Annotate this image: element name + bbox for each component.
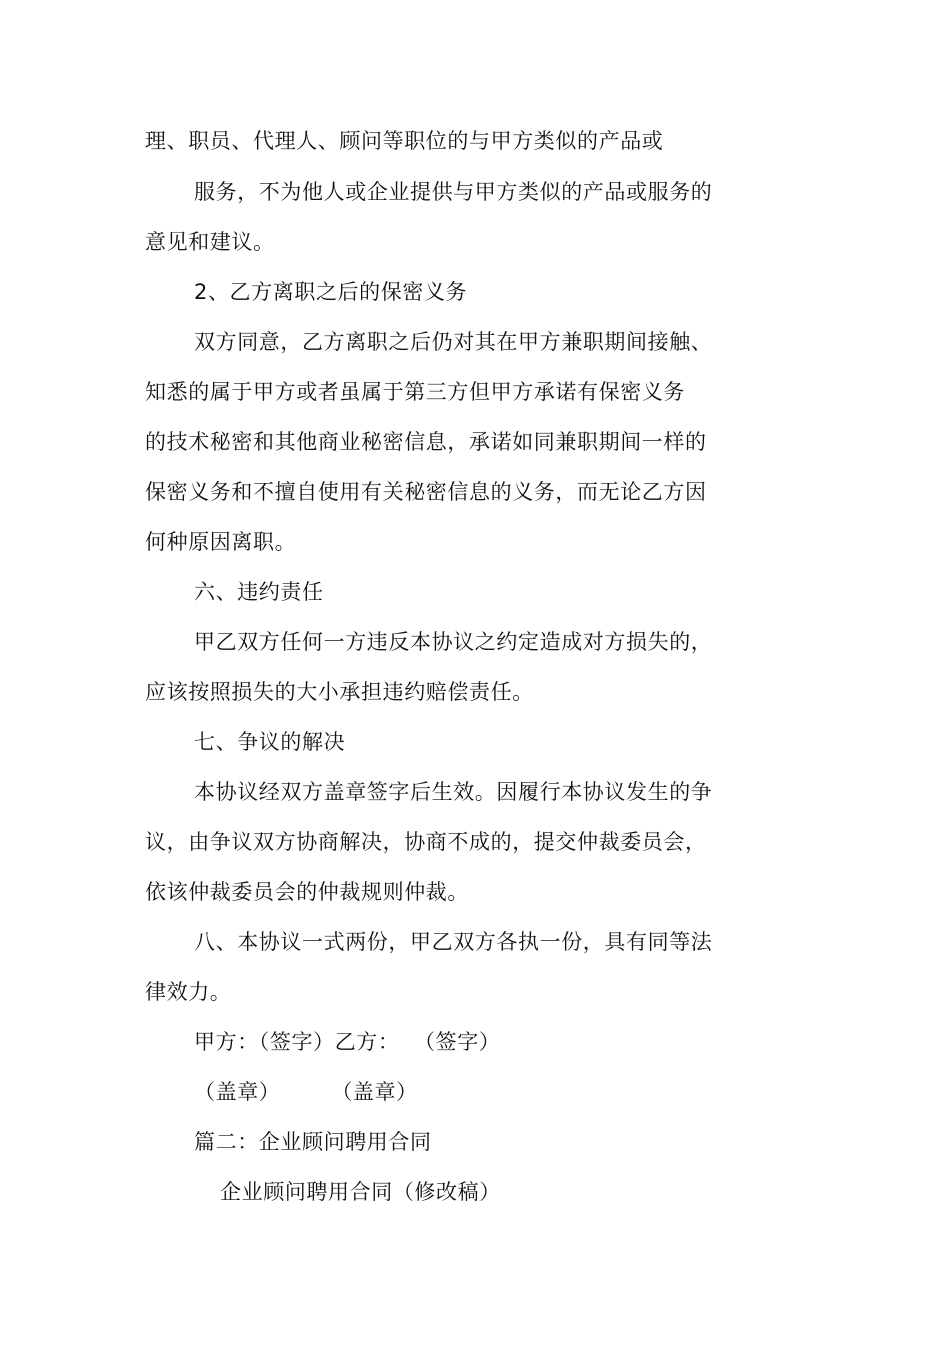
section-heading: 六、违约责任 bbox=[194, 580, 324, 604]
text-line: 甲乙双方任何一方违反本协议之约定造成对方损失的， bbox=[194, 630, 713, 654]
text-line: 的技术秘密和其他商业秘密信息，承诺如同兼职期间一样的 bbox=[145, 430, 707, 454]
text-line: 理、职员、代理人、顾问等职位的与甲方类似的产品或 bbox=[145, 129, 664, 153]
document-title: 企业顾问聘用合同（修改稿） bbox=[220, 1180, 501, 1204]
text-line: 知悉的属于甲方或者虽属于第三方但甲方承诺有保密义务 bbox=[145, 380, 685, 404]
text-line: 双方同意，乙方离职之后仍对其在甲方兼职期间接触、 bbox=[194, 330, 713, 354]
section-heading: 七、争议的解决 bbox=[194, 730, 346, 754]
section-heading: 八、本协议一式两份，甲乙双方各执一份，具有同等法 bbox=[194, 930, 713, 954]
text-line: 保密义务和不擅自使用有关秘密信息的义务，而无论乙方因 bbox=[145, 480, 707, 504]
text-line: 应该按照损失的大小承担违约赔偿责任。 bbox=[145, 680, 534, 704]
section-heading: 2、乙方离职之后的保密义务 bbox=[194, 280, 468, 304]
signature-line: 甲方：（签字）乙方： （签字） bbox=[194, 1030, 501, 1054]
text-line: 服务，不为他人或企业提供与甲方类似的产品或服务的 bbox=[194, 180, 713, 204]
text-line: 意见和建议。 bbox=[145, 230, 275, 254]
text-line: 何种原因离职。 bbox=[145, 530, 297, 554]
text-line: 本协议经双方盖章签字后生效。因履行本协议发生的争 bbox=[194, 780, 713, 804]
text-line: 议，由争议双方协商解决，协商不成的，提交仲裁委员会， bbox=[145, 830, 707, 854]
seal-line: （盖章） （盖章） bbox=[194, 1080, 418, 1104]
text-line: 律效力。 bbox=[145, 980, 232, 1004]
part-heading: 篇二：企业顾问聘用合同 bbox=[194, 1130, 432, 1154]
text-line: 依该仲裁委员会的仲裁规则仲裁。 bbox=[145, 880, 469, 904]
